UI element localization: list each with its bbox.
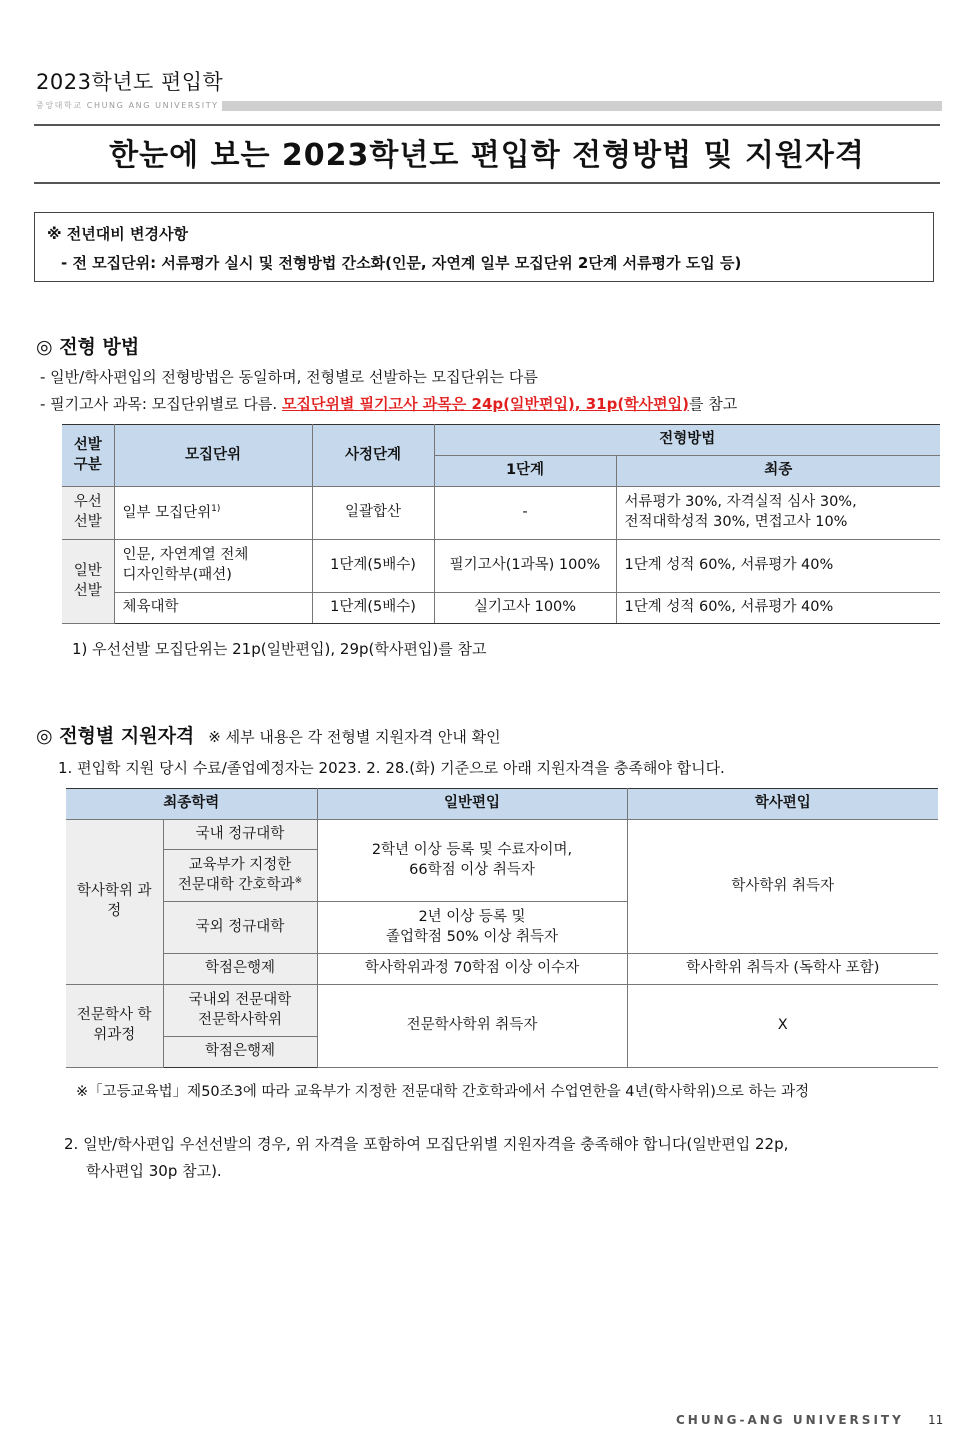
edu-cell: 교육부가 지정한 전문대학 간호학과※ [163,850,317,902]
header-divider-bar [222,101,942,111]
stage-cell: 1단계(5배수) [312,593,434,624]
general-cell: 학사학위과정 70학점 이상 이수자 [317,954,627,985]
edu-cell: 국내외 전문대학 전문학사학위 [163,985,317,1037]
bachelor-cell: X [627,985,938,1068]
step1-cell: 필기고사(1과목) 100% [434,540,616,593]
group-bachelor-course: 학사학위 과정 [66,820,163,985]
method-note-2-prefix: - 필기고사 과목: 모집단위별로 다름. [40,395,278,413]
table-row [62,487,940,540]
eligibility-note-2-line-2: 학사편입 30p 참고). [86,1162,222,1180]
category-priority: 우선 선발 [62,487,114,540]
group-associate-course: 전문학사 학위과정 [66,985,163,1068]
header-general-transfer: 일반편입 [317,789,627,820]
method-note-2-suffix: 를 참고 [689,395,738,413]
header-unit: 모집단위 [114,425,312,487]
page-number: 11 [928,1413,944,1427]
notice-item: - 전 모집단위: 서류평가 실시 및 전형방법 간소화(인문, 자연계 일부 모집단위 2단계 서류평가 도입 등) [61,254,742,272]
page-title: 한눈에 보는 2023학년도 편입학 전형방법 및 지원자격 [109,138,865,173]
table-row [62,593,940,624]
stage-cell: 1단계(5배수) [312,540,434,593]
header-final: 최종 [616,456,940,487]
table-row [66,954,938,985]
final-cell: 서류평가 30%, 자격실적 심사 30%, 전적대학성적 30%, 면접고사 10% [616,487,940,540]
method-note-2 [40,393,737,414]
table-row [66,820,938,850]
eligibility-heading-note: ※ 세부 내용은 각 전형별 지원자격 안내 확인 [208,728,501,746]
notice-title: ※ 전년대비 변경사항 [47,225,188,243]
eligibility-table [66,788,938,1068]
eligibility-heading-text: ◎ 전형별 지원자격 [36,725,195,747]
method-note-2-highlight: 모집단위별 필기고사 과목은 24p(일반편입), 31p(학사편입) [281,395,689,413]
document-year-label: 2023학년도 편입학 [36,70,224,94]
general-cell: 전문학사학위 취득자 [317,985,627,1068]
unit-cell: 일부 모집단위$^{1)}$ [114,487,312,540]
final-cell: 1단계 성적 60%, 서류평가 40% [616,540,940,593]
footer-brand: CHUNG-ANG UNIVERSITY [676,1413,904,1427]
unit-cell: 인문, 자연계열 전체 디자인학부(패션) [114,540,312,593]
category-general: 일반 선발 [62,540,114,624]
eligibility-footnote: ※「고등교육법」제50조3에 따라 교육부가 지정한 전문대학 간호학과에서 수업연한을 4년(학사학위)으로 하는 과정 [76,1084,810,1100]
method-footnote: 1) 우선선발 모집단위는 21p(일반편입), 29p(학사편입)를 참고 [72,640,487,658]
edu-cell: 학점은행제 [163,954,317,985]
edu-cell: 국내 정규대학 [163,820,317,850]
step1-cell: 실기고사 100% [434,593,616,624]
header-bachelor-transfer: 학사편입 [627,789,938,820]
table-row [62,540,940,593]
header-category: 선발 구분 [62,425,114,487]
table-row [66,985,938,1037]
step1-cell: - [434,487,616,540]
eligibility-note-1: 1. 편입학 지원 당시 수료/졸업예정자는 2023. 2. 28.(화) 기준으로 아래 지원자격을 충족해야 합니다. [58,759,725,777]
stage-cell: 일괄합산 [312,487,434,540]
method-note-1: - 일반/학사편입의 전형방법은 동일하며, 전형별로 선발하는 모집단위는 다름 [40,368,538,386]
edu-cell: 국외 정규대학 [163,902,317,954]
table-row [62,425,940,456]
header-method: 전형방법 [434,425,940,456]
general-cell: 2학년 이상 등록 및 수료자이며, 66학점 이상 취득자 [317,820,627,902]
section-heading-eligibility [36,721,501,748]
edu-cell: 학점은행제 [163,1037,317,1068]
general-cell: 2년 이상 등록 및 졸업학점 50% 이상 취득자 [317,902,627,954]
university-logo: 중앙대학교 CHUNG ANG UNIVERSITY [36,101,219,110]
selection-method-table [62,424,940,624]
header-education: 최종학력 [66,789,317,820]
header-stage: 사정단계 [312,425,434,487]
change-notice-box [34,212,934,282]
unit-cell: 체육대학 [114,593,312,624]
section-heading-selection-method: ◎ 전형 방법 [36,336,140,358]
final-cell: 1단계 성적 60%, 서류평가 40% [616,593,940,624]
bachelor-cell: 학사학위 취득자 [627,820,938,954]
header-step1: 1단계 [434,456,616,487]
table-row [66,789,938,820]
bachelor-cell: 학사학위 취득자 (독학사 포함) [627,954,938,985]
eligibility-note-2-line-1: 2. 일반/학사편입 우선선발의 경우, 위 자격을 포함하여 모집단위별 지원자격을 충족해야 합니다(일반편입 22p, [64,1135,789,1153]
